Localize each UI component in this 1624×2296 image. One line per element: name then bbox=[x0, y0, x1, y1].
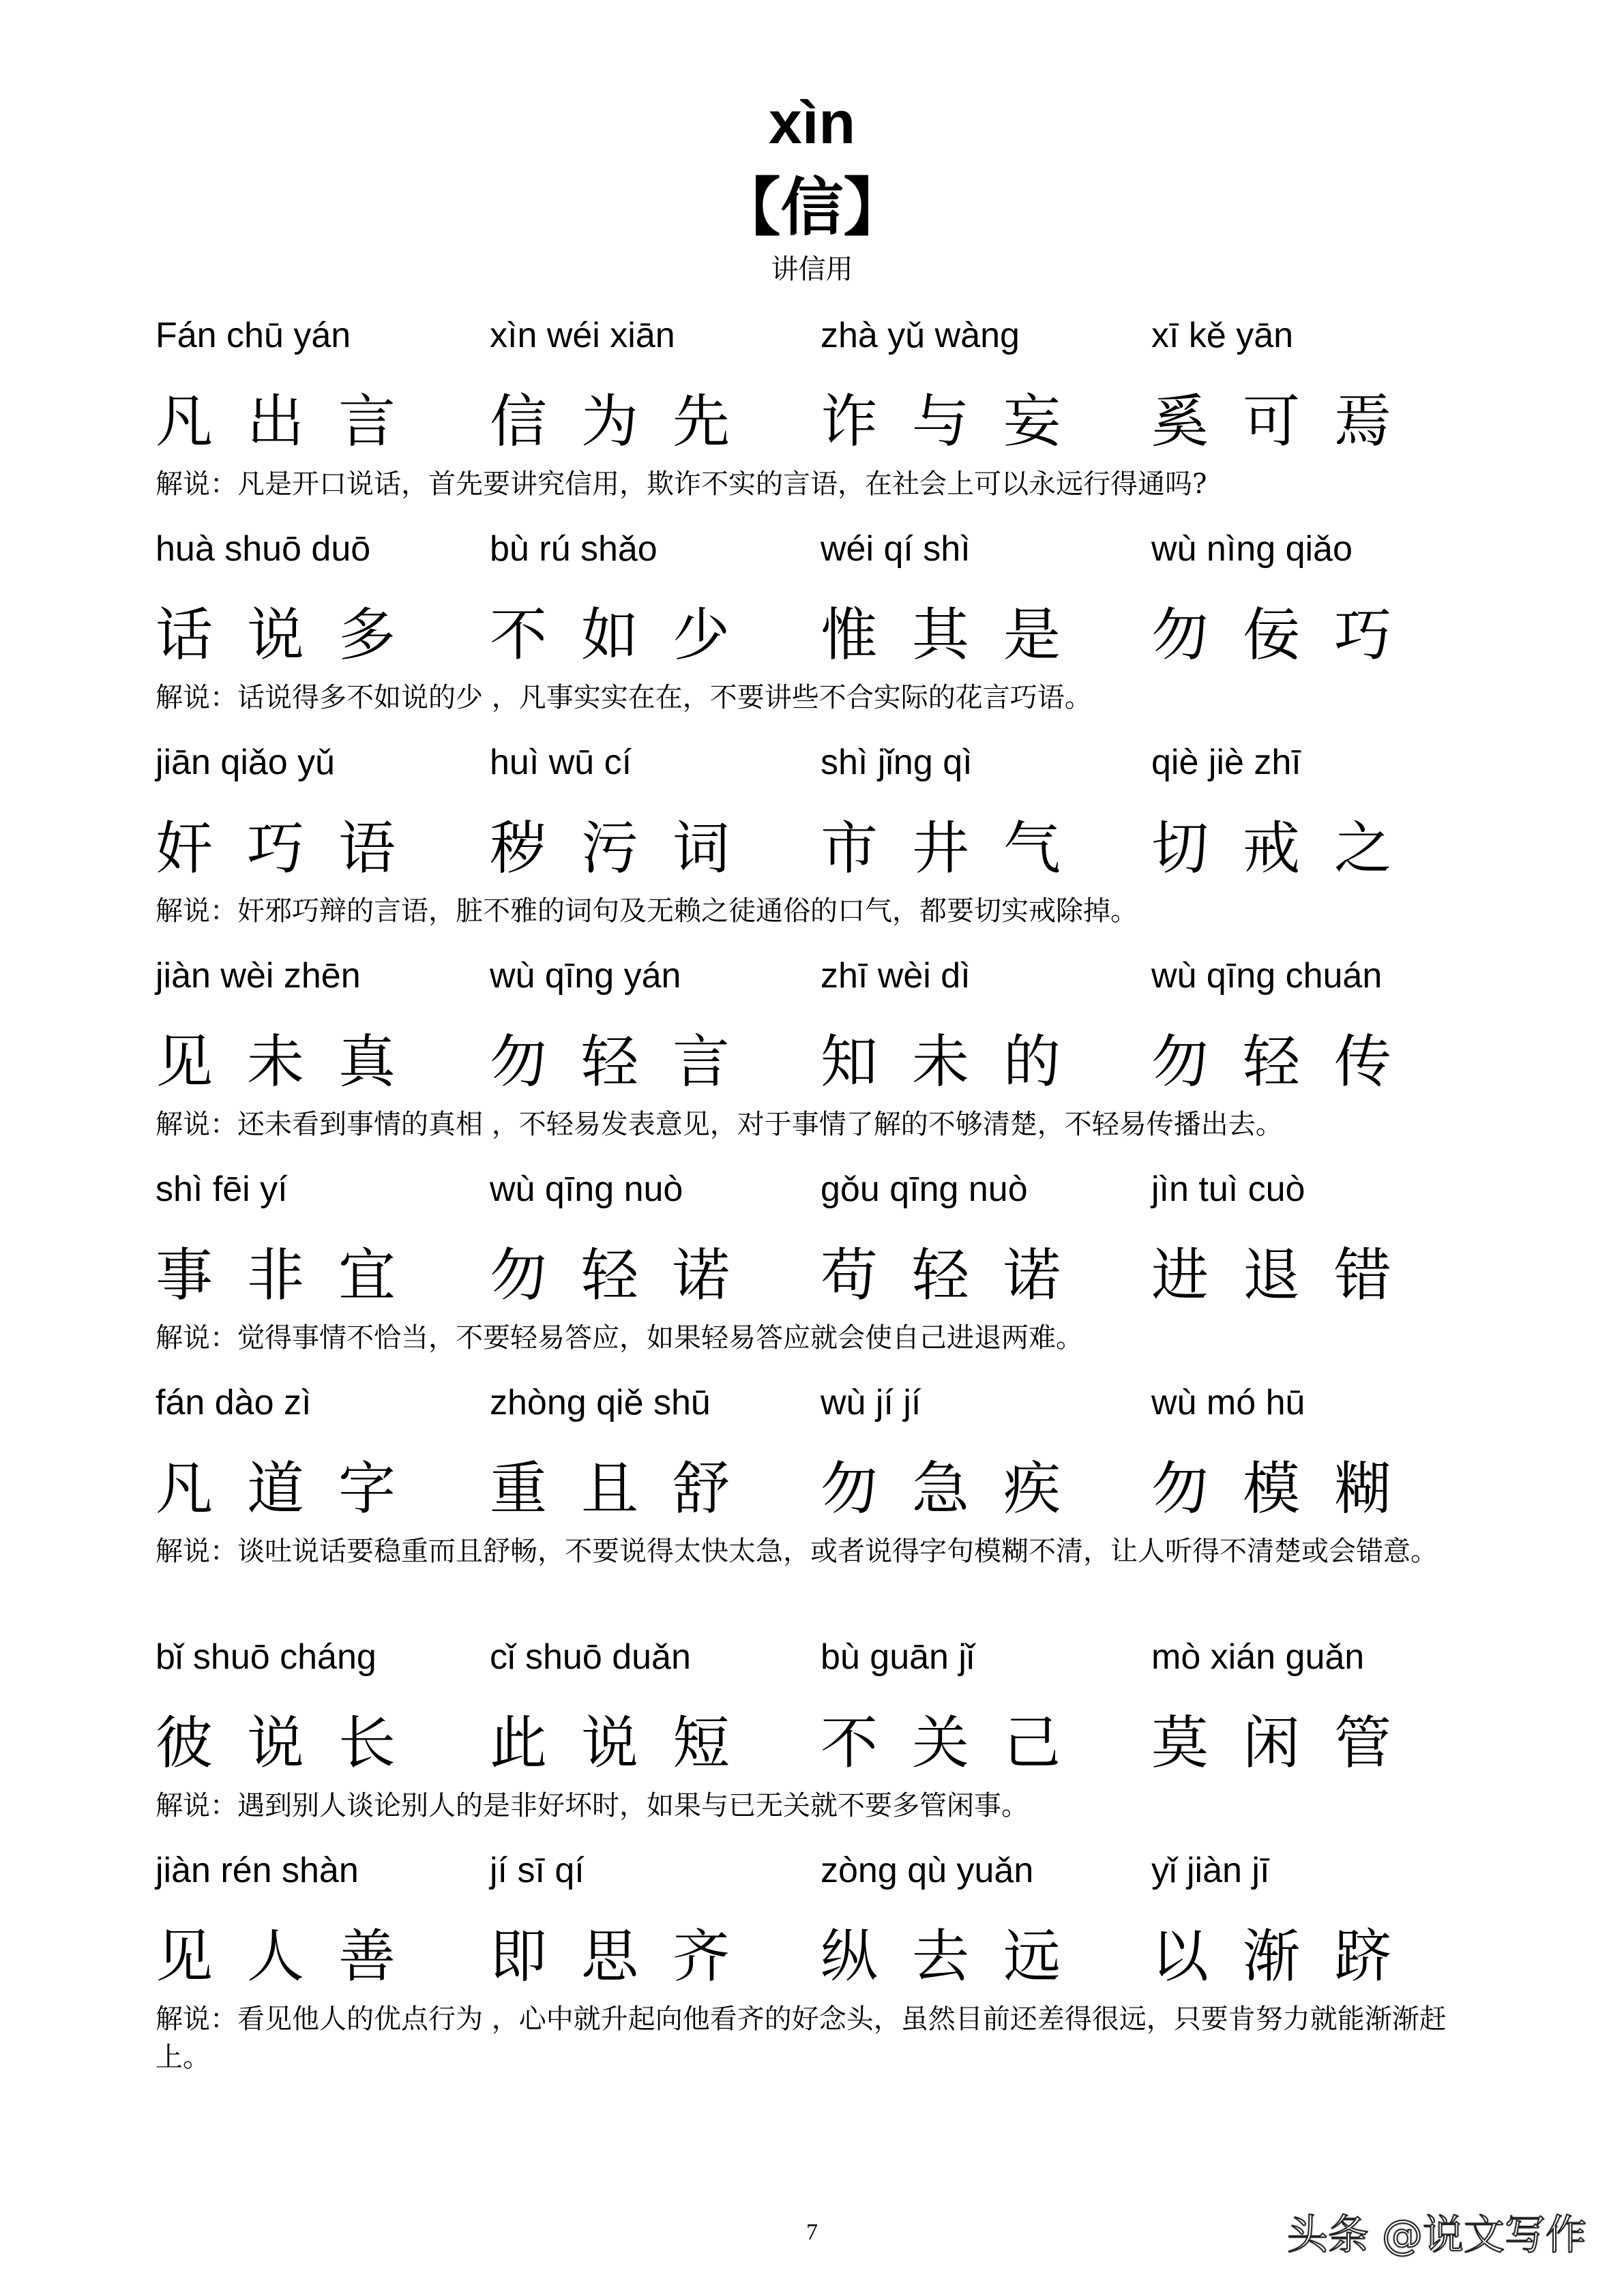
page-title: 【信】 bbox=[718, 171, 906, 244]
hanzi-line bbox=[156, 1018, 1492, 1105]
hanzi-group: 话说多 bbox=[156, 601, 430, 668]
pinyin-group: gǒu qīng nuò bbox=[821, 1169, 1028, 1209]
pinyin-group: cǐ shuō duǎn bbox=[490, 1637, 691, 1677]
hanzi-group: 市井气 bbox=[821, 815, 1095, 882]
title-pinyin: xìn bbox=[768, 89, 856, 156]
hanzi-group: 凡道字 bbox=[156, 1455, 430, 1522]
pinyin-group: bǐ shuō cháng bbox=[156, 1637, 377, 1677]
hanzi-group: 勿轻诺 bbox=[490, 1242, 765, 1309]
pinyin-group: huà shuō duō bbox=[156, 529, 371, 569]
explanation-text: 解说：看见他人的优点行为 ，心中就升起向他看齐的好念头，虽然目前还差得很远，只要肯努力就能渐渐赶上。 bbox=[156, 2003, 1447, 2073]
hanzi-group: 苟轻诺 bbox=[821, 1242, 1095, 1309]
verse-stanza bbox=[156, 1374, 1492, 1570]
pinyin-group: bù rú shǎo bbox=[490, 529, 658, 569]
verse-stanza bbox=[156, 1161, 1492, 1357]
verse-stanza bbox=[156, 520, 1492, 717]
explanation-text: 解说：凡是开口说话，首先要讲究信用，欺诈不实的言语，在社会上可以永远行得通吗? bbox=[156, 468, 1207, 500]
verse-stanza bbox=[156, 947, 1492, 1144]
hanzi-group: 见未真 bbox=[156, 1028, 430, 1095]
pinyin-group: bù guān jǐ bbox=[821, 1637, 975, 1677]
pinyin-line bbox=[156, 520, 1492, 578]
pinyin-group: jìn tuì cuò bbox=[1151, 1169, 1305, 1209]
pinyin-group: shì fēi yí bbox=[156, 1169, 288, 1209]
hanzi-line bbox=[156, 1699, 1492, 1787]
pinyin-line bbox=[156, 1161, 1492, 1218]
verse-stanza bbox=[156, 1628, 1492, 1825]
pinyin-group: fán dào zì bbox=[156, 1383, 312, 1422]
hanzi-line bbox=[156, 1232, 1492, 1319]
pinyin-group: zhī wèi dì bbox=[821, 956, 971, 996]
hanzi-line bbox=[156, 378, 1492, 465]
verse-stanza bbox=[156, 307, 1492, 503]
hanzi-group: 重且舒 bbox=[490, 1455, 765, 1522]
hanzi-group: 勿轻传 bbox=[1151, 1028, 1426, 1095]
pinyin-group: jiàn rén shàn bbox=[156, 1851, 359, 1890]
pinyin-group: wù qīng yán bbox=[490, 956, 681, 996]
hanzi-line bbox=[156, 1445, 1492, 1532]
pinyin-group: xī kě yān bbox=[1151, 316, 1294, 355]
pinyin-line bbox=[156, 734, 1492, 791]
pinyin-group: wù mó hū bbox=[1151, 1383, 1305, 1422]
hanzi-group: 勿急疾 bbox=[821, 1455, 1095, 1522]
hanzi-group: 诈与妄 bbox=[821, 388, 1095, 455]
hanzi-group: 勿轻言 bbox=[490, 1028, 765, 1095]
hanzi-line bbox=[156, 591, 1492, 679]
page-number: 7 bbox=[806, 2220, 818, 2245]
hanzi-group: 奸巧语 bbox=[156, 815, 430, 882]
pinyin-line bbox=[156, 947, 1492, 1004]
hanzi-group: 进退错 bbox=[1151, 1242, 1426, 1309]
hanzi-group: 不如少 bbox=[490, 601, 765, 668]
hanzi-group: 彼说长 bbox=[156, 1710, 430, 1776]
pinyin-group: wéi qí shì bbox=[821, 529, 971, 569]
pinyin-group: Fán chū yán bbox=[156, 316, 351, 355]
explanation-text: 解说：话说得多不如说的少 ，凡事实实在在，不要讲些不合实际的花言巧语。 bbox=[156, 682, 1092, 713]
pinyin-line bbox=[156, 1374, 1492, 1431]
pinyin-group: shì jǐng qì bbox=[821, 743, 973, 782]
hanzi-group: 事非宜 bbox=[156, 1242, 430, 1309]
pinyin-group: wù qīng chuán bbox=[1151, 956, 1383, 996]
hanzi-group: 秽污词 bbox=[490, 815, 765, 882]
page-subtitle: 讲信用 bbox=[771, 254, 853, 285]
verse-stanza bbox=[156, 1842, 1492, 2076]
hanzi-group: 纵去远 bbox=[821, 1923, 1095, 1990]
hanzi-group: 不关己 bbox=[821, 1710, 1095, 1776]
pinyin-group: wù qīng nuò bbox=[490, 1169, 683, 1209]
pinyin-group: mò xián guǎn bbox=[1151, 1637, 1365, 1677]
hanzi-group: 即思齐 bbox=[490, 1923, 765, 1990]
explanation-text: 解说：遇到别人谈论别人的是非好坏时，如果与已无关就不要多管闲事。 bbox=[156, 1790, 1029, 1821]
pinyin-group: jiān qiǎo yǔ bbox=[156, 743, 336, 782]
pinyin-line bbox=[156, 1628, 1492, 1686]
hanzi-group: 惟其是 bbox=[821, 601, 1095, 668]
pinyin-group: wù jí jí bbox=[821, 1383, 921, 1422]
pinyin-group: zhà yǔ wàng bbox=[821, 316, 1020, 355]
explanation-text: 解说：觉得事情不恰当，不要轻易答应，如果轻易答应就会使自己进退两难。 bbox=[156, 1322, 1083, 1354]
hanzi-group: 此说短 bbox=[490, 1710, 765, 1776]
explanation-text: 解说：奸邪巧辩的言语，脏不雅的词句及无赖之徒通俗的口气，都要切实戒除掉。 bbox=[156, 895, 1138, 927]
pinyin-group: zòng qù yuǎn bbox=[821, 1851, 1034, 1890]
hanzi-group: 知未的 bbox=[821, 1028, 1095, 1095]
pinyin-group: zhòng qiě shū bbox=[490, 1383, 711, 1422]
pinyin-group: xìn wéi xiān bbox=[490, 316, 675, 355]
source-watermark: 头条 @说文写作 bbox=[1286, 2211, 1586, 2259]
pinyin-group: qiè jiè zhī bbox=[1151, 743, 1301, 782]
pinyin-group: huì wū cí bbox=[490, 743, 632, 782]
hanzi-group: 莫闲管 bbox=[1151, 1710, 1426, 1776]
hanzi-group: 勿模糊 bbox=[1151, 1455, 1426, 1522]
explanation-text: 解说：谈吐说话要稳重而且舒畅，不要说得太快太急，或者说得字句模糊不清，让人听得不清楚或会错意。 bbox=[156, 1536, 1438, 1567]
verse-stanza bbox=[156, 734, 1492, 930]
explanation-text: 解说：还未看到事情的真相 ，不轻易发表意见，对于事情了解的不够清楚，不轻易传播出去。 bbox=[156, 1109, 1283, 1140]
pinyin-line bbox=[156, 307, 1492, 364]
hanzi-line bbox=[156, 1913, 1492, 2000]
hanzi-group: 奚可焉 bbox=[1151, 388, 1426, 455]
hanzi-group: 勿佞巧 bbox=[1151, 601, 1426, 668]
hanzi-group: 凡出言 bbox=[156, 388, 430, 455]
hanzi-line bbox=[156, 805, 1492, 892]
pinyin-group: jí sī qí bbox=[490, 1851, 585, 1890]
pinyin-group: yǐ jiàn jī bbox=[1151, 1851, 1270, 1890]
hanzi-group: 以渐跻 bbox=[1151, 1923, 1426, 1990]
hanzi-group: 切戒之 bbox=[1151, 815, 1426, 882]
hanzi-group: 见人善 bbox=[156, 1923, 430, 1990]
pinyin-line bbox=[156, 1842, 1492, 1899]
pinyin-group: wù nìng qiǎo bbox=[1151, 529, 1353, 569]
hanzi-group: 信为先 bbox=[490, 388, 765, 455]
pinyin-group: jiàn wèi zhēn bbox=[156, 956, 361, 996]
